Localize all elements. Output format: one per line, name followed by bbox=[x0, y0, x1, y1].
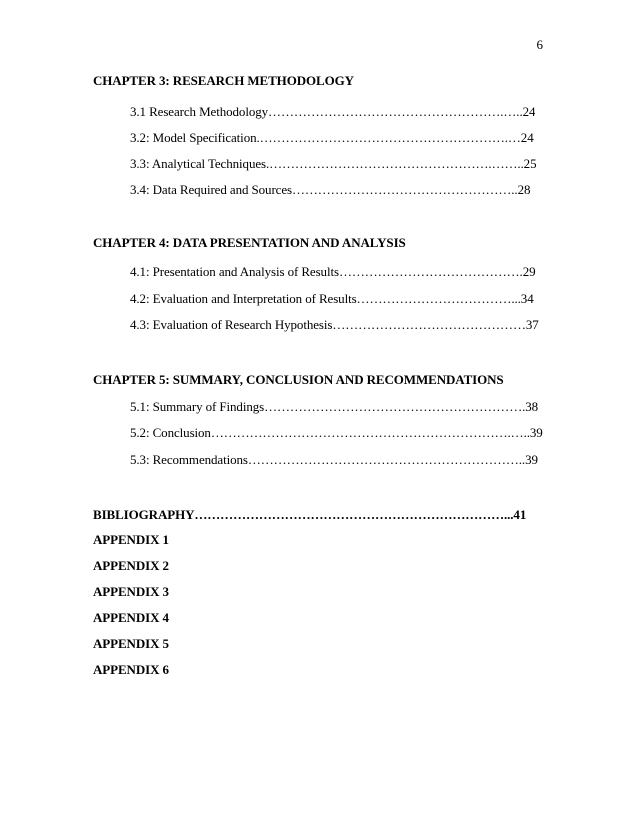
appendix-entry: APPENDIX 3 bbox=[93, 584, 169, 599]
chapter-3-heading: CHAPTER 3: RESEARCH METHODOLOGY bbox=[93, 73, 354, 88]
chapter-4-heading: CHAPTER 4: DATA PRESENTATION AND ANALYSIS bbox=[93, 235, 406, 250]
appendix-entry: APPENDIX 1 bbox=[93, 532, 169, 547]
appendix-entry: APPENDIX 5 bbox=[93, 636, 169, 651]
toc-entry-4-1: 4.1: Presentation and Analysis of Results…………………………………….29 bbox=[130, 264, 536, 279]
toc-entry-5-2: 5.2: Conclusion…………………………………………………………….…..39 bbox=[130, 425, 543, 440]
appendix-entry: APPENDIX 6 bbox=[93, 662, 169, 677]
toc-entry-4-2: 4.2: Evaluation and Interpretation of Results………………………………...34 bbox=[130, 291, 534, 306]
toc-entry-3-1: 3.1 Research Methodology……………………………………………….…..24 bbox=[130, 104, 536, 119]
page-number: 6 bbox=[536, 37, 543, 52]
appendix-entry: APPENDIX 4 bbox=[93, 610, 169, 625]
toc-entry-4-3: 4.3: Evaluation of Research Hypothesis………………………………………37 bbox=[130, 317, 539, 332]
toc-entry-5-3: 5.3: Recommendations………………………………………………………..39 bbox=[130, 452, 538, 467]
toc-entry-5-1: 5.1: Summary of Findings…………………………………………………….38 bbox=[130, 399, 539, 414]
toc-entry-3-2: 3.2: Model Specification.………………………………………………….…24 bbox=[130, 130, 534, 145]
toc-entry-3-4: 3.4: Data Required and Sources……………………………………………..28 bbox=[130, 182, 531, 197]
chapter-5-heading: CHAPTER 5: SUMMARY, CONCLUSION AND RECOMMENDATIONS bbox=[93, 372, 504, 387]
toc-entry-3-3: 3.3: Analytical Techniques.…………………………………………….……..25 bbox=[130, 156, 537, 171]
bibliography-entry: BIBLIOGRAPHY………………………………………………………………...41 bbox=[93, 507, 527, 522]
appendix-entry: APPENDIX 2 bbox=[93, 558, 169, 573]
